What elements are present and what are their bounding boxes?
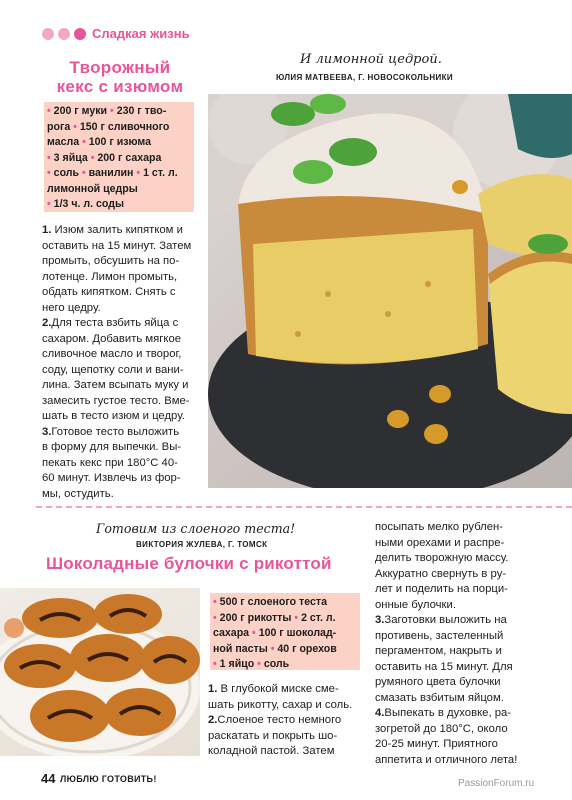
ingredient: 200 г муки bbox=[53, 105, 108, 117]
section-dots bbox=[42, 28, 86, 40]
ingredient: 3 яйца bbox=[53, 151, 88, 164]
ingredient: 200 г рикотты bbox=[219, 611, 292, 624]
recipe2-title: Шоколадные булочки с рикоттой bbox=[46, 554, 332, 573]
recipe1-caption: И лимонной цедрой. bbox=[300, 52, 442, 67]
recipe1-steps: 1. Изюм залить кипятком и оставить на 15 минут. Затем промыть, обсушить на по- лотенце. Лимон промыть, обдать кипятком. Снять с него цедру. 2.Для теста взбить яйца с сахаром. Добавить мягкое сливочное масло и творог, соду, щепотку соли и вани- лина. Затем всыпать муку и замесить густое тесто. Вме- шать в тесто изюм и цедру. 3.Готовое тесто выложить в форму для выпечки. Вы- пекать кекс при 180°С 40- 60 минут. Извлечь из фор- мы, остудить. bbox=[42, 224, 192, 500]
magazine-name: ЛЮБЛЮ ГОТОВИТЬ! bbox=[60, 774, 157, 784]
dot-icon bbox=[74, 28, 86, 40]
ingredient: 1 яйцо bbox=[219, 658, 255, 670]
recipe1-ingredients: • 200 г муки • 230 г тво- рога • 150 г сливочного масла • 100 г изюма • 3 яйца • 200 г сахара • соль • ванилин • 1 ст. л. лимонной цедры • 1/3 ч. л. соды bbox=[44, 102, 194, 212]
ingredient: 1/3 ч. л. соды bbox=[53, 198, 124, 210]
section-label: Сладкая жизнь bbox=[92, 26, 190, 41]
dot-icon bbox=[42, 28, 54, 40]
recipe1-title bbox=[40, 58, 200, 96]
ingredient: ванилин bbox=[88, 167, 134, 179]
ingredient: соль bbox=[263, 658, 290, 670]
rolls-illustration bbox=[0, 588, 200, 756]
recipe2-author: ВИКТОРИЯ ЖУЛЕВА, Г. ТОМСК bbox=[136, 540, 268, 549]
recipe2-steps-part1: 1. В глубокой миске смe- шать рикотту, сахар и соль. 2.Слоеное тесто немного раскатать и покрыть шо- коладной пастой. Затем bbox=[208, 683, 353, 757]
section-divider bbox=[36, 506, 572, 508]
recipe2-steps-part2: посыпать мелко рублен- ными орехами и распре- делить творожную массу. Аккуратно свернуть в ру- лет и поделить на порци- онные булочки. 3.Заготовки выложить на противень, застеленный пергаментом, накрыть и оставить на 15 минут. Для румяного цвета булочки смазать взбитым яйцом. 4.Выпекать в духовке, ра- зогретой до 180°С, около 20-25 минут. Приятного аппетита и отличного лета! bbox=[375, 521, 518, 766]
ingredient: 200 г сахара bbox=[97, 151, 162, 164]
watermark: PassionForum.ru bbox=[458, 778, 535, 789]
rolls-photo bbox=[0, 588, 200, 756]
recipe1-title-line: кекс с изюмом bbox=[56, 77, 184, 96]
ingredient: соль bbox=[53, 167, 80, 179]
ingredient: 40 г орехов bbox=[277, 642, 337, 655]
cake-illustration bbox=[208, 94, 572, 488]
ingredient: 100 г изюма bbox=[88, 136, 151, 148]
ingredient: 500 г слоеного теста bbox=[219, 596, 327, 608]
cake-photo bbox=[208, 94, 572, 488]
page-number: 44 bbox=[41, 771, 56, 786]
recipe1-title-line: Творожный bbox=[69, 58, 171, 77]
dot-icon bbox=[58, 28, 70, 40]
recipe2-caption: Готовим из слоеного теста! bbox=[96, 521, 296, 536]
recipe1-author: ЮЛИЯ МАТВЕЕВА, Г. НОВОСОКОЛЬНИКИ bbox=[276, 73, 454, 82]
recipe2-ingredients: • 500 г слоеного теста • 200 г рикотты • 2 ст. л. сахара • 100 г шоколад- ной пасты • 40 г орехов • 1 яйцо • соль bbox=[210, 593, 360, 670]
